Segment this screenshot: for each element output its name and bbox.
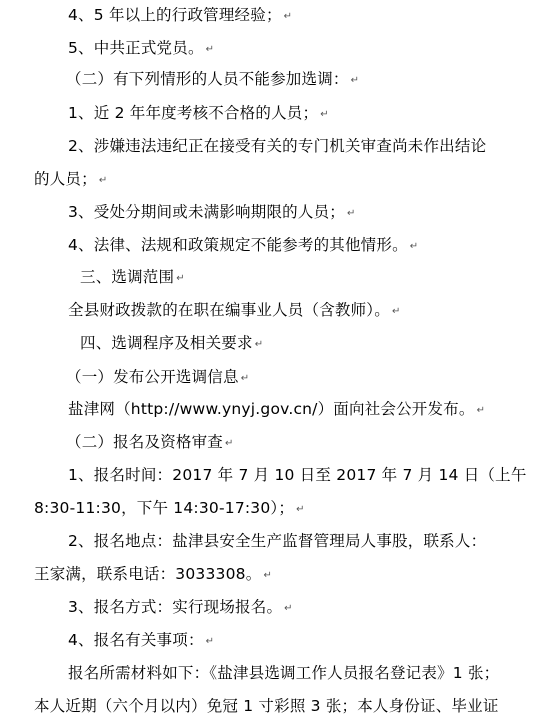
line-text: 本人近期（六个月以内）免冠 1 寸彩照 3 张；本人身份证、毕业证	[34, 697, 499, 715]
text-line	[68, 663, 501, 685]
paragraph-mark-icon: ↵	[320, 109, 329, 120]
text-line	[68, 630, 214, 652]
text-line	[68, 38, 214, 60]
line-text: 2、涉嫌违法违纪正在接受有关的专门机关审查尚未作出结论	[68, 137, 487, 155]
text-line	[68, 399, 485, 421]
line-text: 三、选调范围	[80, 268, 175, 286]
line-text: 3、受处分期间或未满影响期限的人员；	[68, 203, 345, 221]
paragraph-mark-icon: ↵	[476, 405, 486, 416]
line-text: 4、法律、法规和政策规定不能参考的其他情形。	[68, 236, 408, 254]
line-text: 2、报名地点：盐津县安全生产监督管理局人事股，联系人：	[68, 532, 487, 550]
line-text: 1、报名时间：2017 年 7 月 10 日至 2017 年 7 月 14 日（上午	[68, 466, 527, 484]
text-line	[66, 432, 234, 454]
line-text: 全县财政拨款的在职在编事业人员（含教师）。	[68, 301, 390, 319]
paragraph-mark-icon: ↵	[284, 603, 293, 614]
paragraph-mark-icon: ↵	[409, 241, 419, 252]
text-line	[68, 202, 356, 224]
paragraph-mark-icon: ↵	[225, 438, 234, 449]
paragraph-mark-icon: ↵	[254, 339, 264, 350]
paragraph-mark-icon: ↵	[263, 570, 273, 581]
paragraph-mark-icon: ↵	[240, 373, 250, 384]
line-text: 4、5 年以上的行政管理经验；	[68, 6, 282, 24]
text-line	[68, 531, 488, 553]
paragraph-mark-icon: ↵	[350, 75, 360, 86]
line-text: 8:30-11:30，下午 14:30-17:30）；	[34, 499, 295, 517]
text-line	[68, 465, 529, 487]
paragraph-mark-icon: ↵	[176, 273, 185, 284]
line-text: （二）有下列情形的人员不能参加选调：	[66, 70, 349, 88]
line-text: （二）报名及资格审查	[66, 433, 224, 451]
paragraph-mark-icon: ↵	[205, 44, 215, 55]
line-text: 1、近 2 年年度考核不合格的人员；	[68, 104, 319, 122]
text-line	[68, 300, 401, 322]
text-line	[66, 69, 359, 91]
line-text: 3、报名方式：实行现场报名。	[68, 598, 283, 616]
text-line	[34, 696, 501, 718]
text-line	[68, 5, 292, 27]
paragraph-mark-icon: ↵	[283, 11, 293, 22]
line-text: 的人员；	[34, 170, 97, 188]
line-text: （一）发布公开选调信息	[66, 368, 239, 386]
text-line	[68, 103, 329, 125]
paragraph-mark-icon: ↵	[296, 504, 305, 515]
line-text: 盐津网（http://www.ynyj.gov.cn/）面向社会公开发布。	[68, 400, 475, 418]
text-line	[68, 136, 488, 158]
line-text: 5、中共正式党员。	[68, 39, 204, 57]
paragraph-mark-icon: ↵	[391, 306, 401, 317]
paragraph-mark-icon: ↵	[205, 636, 215, 647]
text-line	[68, 597, 293, 619]
text-line	[66, 367, 249, 389]
text-line	[68, 235, 418, 257]
text-line	[34, 169, 107, 191]
line-text: 4、报名有关事项：	[68, 631, 204, 649]
paragraph-mark-icon: ↵	[346, 208, 356, 219]
text-line	[34, 564, 272, 586]
text-line	[34, 498, 305, 520]
text-line	[80, 333, 263, 355]
line-text: 四、选调程序及相关要求	[80, 334, 253, 352]
text-line	[80, 267, 185, 289]
paragraph-mark-icon: ↵	[98, 175, 108, 186]
line-text: 报名所需材料如下：《盐津县选调工作人员报名登记表》1 张；	[68, 664, 500, 682]
line-text: 王家满，联系电话：3033308。	[34, 565, 262, 583]
